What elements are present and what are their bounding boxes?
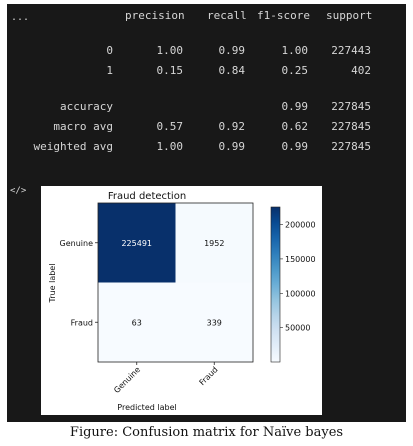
row-precision: 0.57 [156,120,183,133]
colorbar-tick-label: 200000 [285,220,316,230]
row-support: 227845 [331,100,371,113]
output-collapse-ellipsis[interactable]: ... [11,12,30,23]
row-label: 1 [106,64,113,77]
row-f1: 0.99 [281,100,308,113]
x-axis-label: Predicted label [117,403,177,412]
header-recall: recall [207,9,247,22]
row-f1: 1.00 [281,44,308,57]
row-recall: 0.84 [218,64,245,77]
cell-value-label: 339 [206,318,222,328]
colorbar [271,207,280,362]
cell-value-label: 63 [131,318,142,328]
row-label: 0 [106,44,113,57]
row-recall: 0.92 [218,120,245,133]
header-f1-score: f1-score [257,9,310,22]
y-axis-label: True label [48,263,57,303]
header-precision: precision [125,9,185,22]
y-tick-label: Fraud [70,318,93,328]
x-tick-label: Fraud [197,365,220,388]
row-f1: 0.62 [281,120,308,133]
colorbar-tick-label: 50000 [285,323,311,333]
row-f1: 0.99 [281,140,308,153]
row-f1: 0.25 [281,64,308,77]
notebook-output-panel [7,4,406,422]
cell-value-label: 1952 [204,238,225,248]
colorbar-tick-label: 150000 [285,254,316,264]
row-support: 227443 [331,44,371,57]
colorbar-tick-label: 100000 [285,289,316,299]
row-label: accuracy [60,100,113,113]
figure-caption: Figure: Confusion matrix for Naïve bayes [69,425,344,440]
row-label: weighted avg [33,140,113,153]
confusion-matrix-figure [41,186,322,415]
row-precision: 1.00 [156,140,183,153]
y-tick-label: Genuine [59,238,93,248]
row-label: macro avg [53,120,113,133]
row-support: 402 [351,64,371,77]
row-precision: 0.15 [156,64,183,77]
chart-title: Fraud detection [107,191,187,202]
cell-value-label: 225491 [121,238,153,248]
row-recall: 0.99 [218,44,245,57]
code-icon[interactable]: </> [10,186,27,196]
confusion-matrix-chart [41,186,322,415]
row-support: 227845 [331,120,371,133]
row-precision: 1.00 [156,44,183,57]
row-support: 227845 [331,140,371,153]
header-support: support [326,9,373,22]
row-recall: 0.99 [218,140,245,153]
x-tick-label: Genuine [112,365,143,396]
